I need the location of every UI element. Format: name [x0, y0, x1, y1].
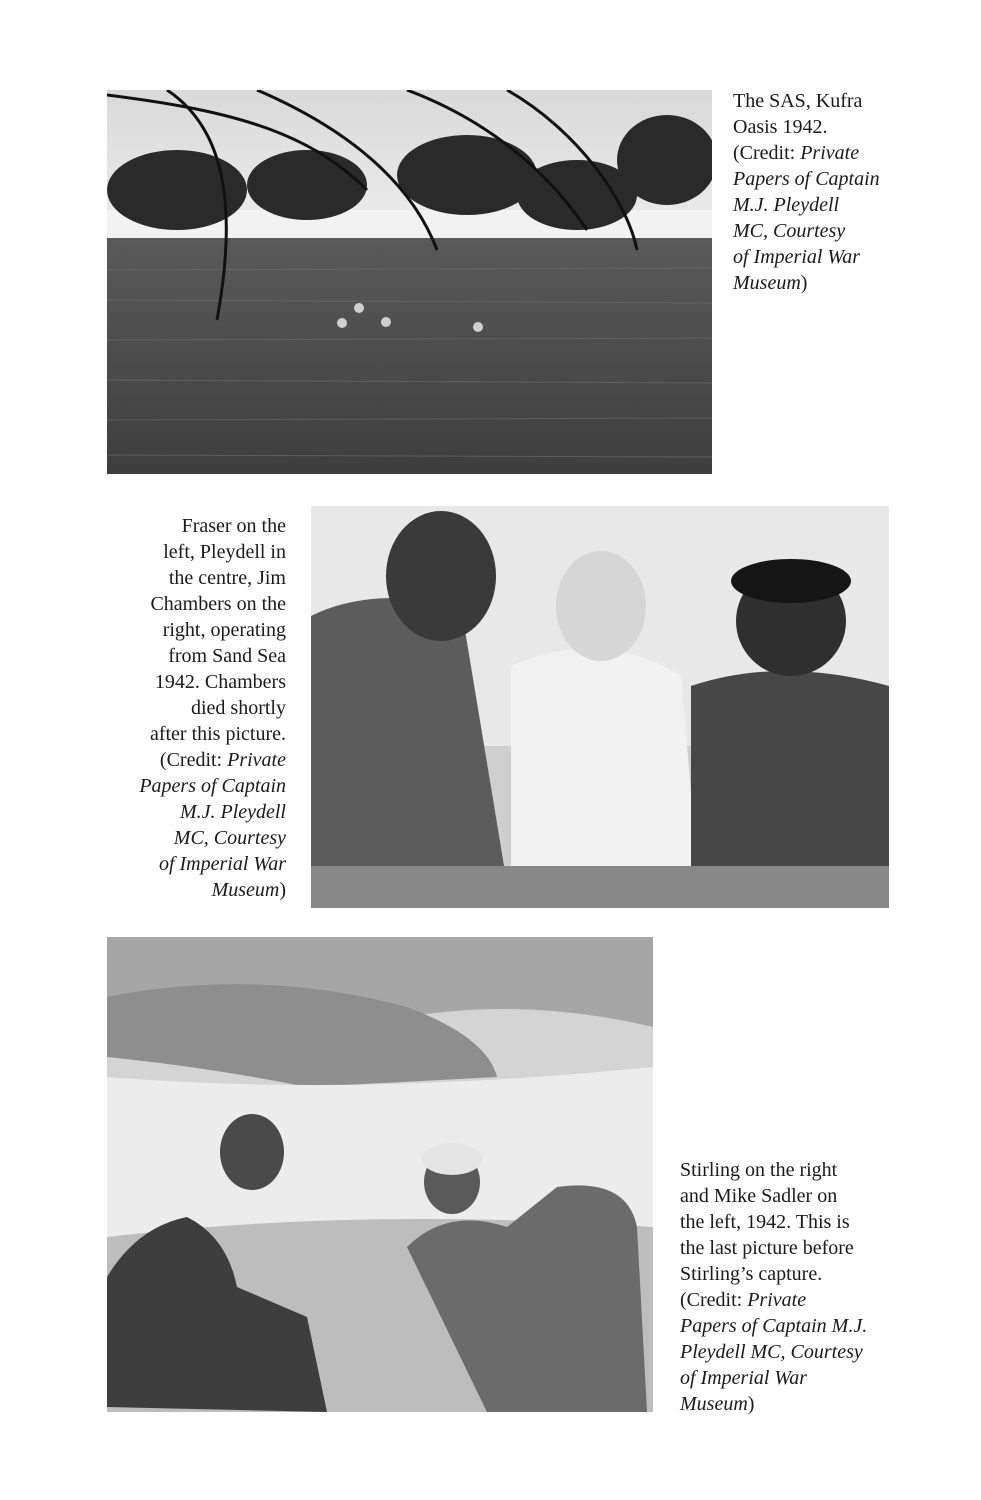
caption-italic-text: of Imperial War	[158, 853, 286, 875]
caption-text: )	[279, 879, 286, 901]
caption-line	[680, 1157, 900, 1183]
caption-line	[733, 140, 903, 166]
caption-italic-text: Museum	[680, 1393, 748, 1415]
caption-text: Stirling on the right	[680, 1159, 838, 1181]
caption-italic-text: of Imperial War	[680, 1367, 808, 1389]
caption-kufra-oasis	[733, 88, 903, 296]
oasis-illustration	[107, 90, 712, 474]
caption-line	[680, 1209, 900, 1235]
caption-line	[680, 1365, 900, 1391]
caption-text: and Mike Sadler on	[680, 1185, 838, 1207]
soldiers-illustration	[311, 506, 889, 908]
caption-two-men	[680, 1157, 900, 1417]
caption-italic-text: Museum	[211, 879, 280, 901]
caption-text: Chambers on the	[150, 593, 286, 615]
caption-line	[100, 747, 286, 773]
caption-line	[100, 877, 286, 903]
caption-text: from Sand Sea	[168, 645, 286, 667]
photo-two-men	[107, 937, 653, 1412]
caption-line	[680, 1235, 900, 1261]
caption-line	[680, 1313, 900, 1339]
caption-line	[100, 799, 286, 825]
caption-italic-text: Private	[747, 1289, 807, 1311]
caption-italic-text: Museum	[733, 272, 801, 294]
caption-text: 1942. Chambers	[154, 671, 286, 693]
caption-text: the left, 1942. This is	[680, 1211, 850, 1233]
caption-italic-text: Papers of Captain M.J.	[680, 1315, 868, 1337]
caption-line	[100, 773, 286, 799]
caption-line	[100, 721, 286, 747]
caption-line	[680, 1261, 900, 1287]
caption-italic-text: MC, Courtesy	[173, 827, 286, 849]
caption-line	[680, 1183, 900, 1209]
caption-line	[100, 695, 286, 721]
caption-text: The SAS, Kufra	[733, 90, 863, 112]
caption-three-soldiers	[100, 513, 286, 903]
caption-line	[680, 1339, 900, 1365]
caption-line	[733, 88, 903, 114]
caption-text: the last picture before	[680, 1237, 854, 1259]
caption-text: (Credit:	[159, 749, 228, 771]
caption-italic-text: Private	[800, 142, 860, 164]
caption-line	[733, 114, 903, 140]
caption-line	[100, 851, 286, 877]
caption-italic-text: of Imperial War	[733, 246, 861, 268]
caption-line	[100, 565, 286, 591]
caption-italic-text: Papers of Captain	[139, 775, 286, 797]
caption-line	[100, 643, 286, 669]
caption-italic-text: M.J. Pleydell	[733, 194, 840, 216]
photo-kufra-oasis	[107, 90, 712, 474]
caption-line	[100, 591, 286, 617]
caption-text: (Credit:	[680, 1289, 748, 1311]
caption-line	[100, 539, 286, 565]
caption-line	[733, 192, 903, 218]
caption-line	[733, 270, 903, 296]
caption-text: Fraser on the	[181, 515, 286, 537]
caption-italic-text: MC, Courtesy	[733, 220, 846, 242]
caption-text: )	[800, 272, 808, 294]
caption-line	[733, 218, 903, 244]
caption-line	[733, 244, 903, 270]
caption-line	[100, 669, 286, 695]
caption-italic-text: M.J. Pleydell	[179, 801, 286, 823]
caption-text: right, operating	[162, 619, 286, 641]
caption-italic-text: Pleydell MC, Courtesy	[680, 1341, 863, 1363]
caption-text: left, Pleydell in	[163, 541, 286, 563]
caption-text: Stirling’s capture.	[680, 1263, 823, 1285]
photo-three-soldiers	[311, 506, 889, 908]
caption-line	[100, 513, 286, 539]
caption-text: (Credit:	[733, 142, 801, 164]
caption-line	[100, 825, 286, 851]
caption-italic-text: Papers of Captain	[733, 168, 880, 190]
caption-line	[100, 617, 286, 643]
caption-text: the centre, Jim	[168, 567, 286, 589]
caption-text: after this picture.	[149, 723, 286, 745]
caption-text: )	[747, 1393, 755, 1415]
caption-line	[680, 1287, 900, 1313]
caption-line	[733, 166, 903, 192]
two-men-illustration	[107, 937, 653, 1412]
caption-italic-text: Private	[227, 749, 286, 771]
caption-text: Oasis 1942.	[733, 116, 828, 138]
caption-line	[680, 1391, 900, 1417]
caption-text: died shortly	[191, 697, 286, 719]
